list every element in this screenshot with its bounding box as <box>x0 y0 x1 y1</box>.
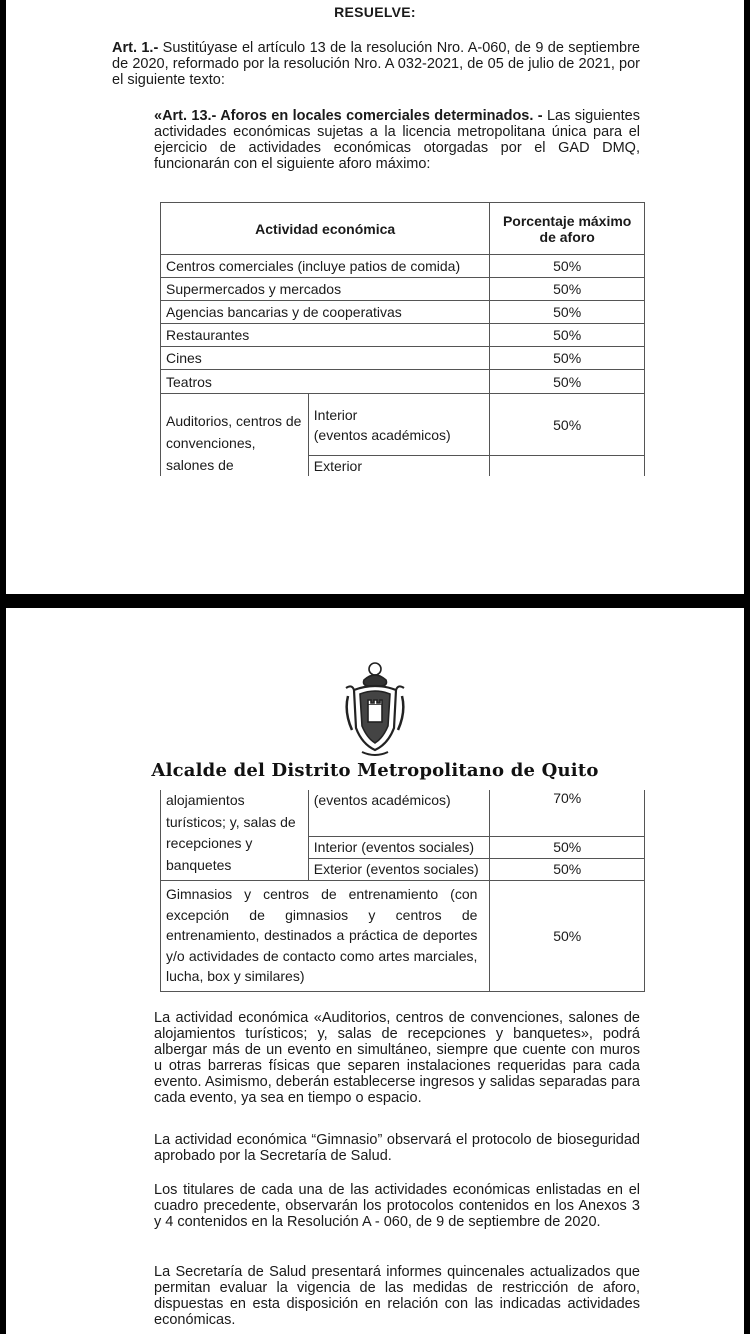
letterhead-title: Alcalde del Distrito Metropolitano de Quito <box>151 760 599 781</box>
table-row <box>161 394 645 456</box>
auditorios-activity-cell: alojamientos turísticos; y, salas de recepciones y banquetes <box>161 790 309 880</box>
table-row <box>161 255 645 278</box>
table-row <box>161 880 645 991</box>
percentage-cell: 50% <box>490 278 645 301</box>
sub-category-cell: Exterior <box>308 456 490 477</box>
sub-category-cell: (eventos académicos) <box>308 790 490 836</box>
activity-cell: Teatros <box>161 370 490 394</box>
activity-cell: Supermercados y mercados <box>161 278 490 301</box>
document-page-2 <box>6 608 744 1334</box>
percentage-cell: 70% <box>490 790 645 836</box>
percentage-cell: 50% <box>490 301 645 324</box>
body-paragraph: La actividad económica «Auditorios, centros de convenciones, salones de alojamientos turísticos; y, salas de recepciones y banquetes», podrá albergar más de un evento en simultáneo, siempre que cuente con muros u otras barreras físicas que separen instalaciones requeridas para cada evento. Asimismo, deberán establecerse ingresos y salidas separadas para cada evento, ya sea en tiempo o espacio. <box>154 1010 640 1106</box>
document-page-1 <box>6 0 744 594</box>
activity-cell: Agencias bancarias y de cooperativas <box>161 301 490 324</box>
article-1-label: Art. 1.- <box>112 40 159 56</box>
column-header-percentage: Porcentaje máximo de aforo <box>490 203 645 255</box>
table-row <box>161 790 645 836</box>
sub-category-cell: Interior (eventos académicos) <box>308 394 490 456</box>
quito-coat-of-arms-icon <box>342 660 408 758</box>
percentage-cell: 50% <box>490 370 645 394</box>
body-paragraph: Los titulares de cada una de las actividades económicas enlistadas en el cuadro precedente, observarán los protocolos contenidos en los Anexos 3 y 4 contenidos en la Resolución A - 060, de 9 de septiembre de 2020. <box>154 1182 640 1230</box>
table-row <box>161 370 645 394</box>
article-13-label: «Art. 13.- Aforos en locales comerciales determinados. - <box>154 108 543 124</box>
sub-category-cell: Interior (eventos sociales) <box>308 836 490 858</box>
occupancy-table-part-2 <box>160 790 645 992</box>
article-1-paragraph <box>112 40 640 88</box>
sub-category-cell: Exterior (eventos sociales) <box>308 858 490 880</box>
gimnasios-activity-cell: Gimnasios y centros de entrenamiento (con excepción de gimnasios y centros de entrenamiento, destinados a práctica de deportes y/o actividades de contacto como artes marciales, lucha, box y similares) <box>161 880 490 991</box>
percentage-cell <box>490 456 645 477</box>
percentage-cell: 50% <box>490 858 645 880</box>
table-row <box>161 278 645 301</box>
article-1-text: Sustitúyase el artículo 13 de la resolución Nro. A-060, de 9 de septiembre de 2020, reformado por la resolución Nro. A 032-2021, de 05 de julio de 2021, por el siguiente texto: <box>112 40 640 88</box>
percentage-cell: 50% <box>490 255 645 278</box>
percentage-cell: 50% <box>490 347 645 370</box>
column-header-activity: Actividad económica <box>161 203 490 255</box>
activity-cell: Cines <box>161 347 490 370</box>
occupancy-table-part-1 <box>160 202 645 476</box>
table-row <box>161 347 645 370</box>
table-row <box>161 301 645 324</box>
article-13-text: Las siguientes actividades económicas sujetas a la licencia metropolitana única para el ejercicio de actividades económicas otorgadas por el GAD DMQ, funcionarán con el siguiente aforo máximo: <box>154 108 640 172</box>
section-heading: RESUELVE: <box>334 4 416 20</box>
percentage-cell: 50% <box>490 324 645 347</box>
body-paragraph: La actividad económica “Gimnasio” observará el protocolo de bioseguridad aprobado por la Secretaría de Salud. <box>154 1132 640 1164</box>
percentage-cell: 50% <box>490 394 645 456</box>
article-13-paragraph <box>154 108 640 172</box>
percentage-cell: 50% <box>490 880 645 991</box>
activity-cell: Centros comerciales (incluye patios de comida) <box>161 255 490 278</box>
activity-cell: Restaurantes <box>161 324 490 347</box>
table-row <box>161 324 645 347</box>
percentage-cell: 50% <box>490 836 645 858</box>
body-paragraph: La Secretaría de Salud presentará informes quincenales actualizados que permitan evaluar la vigencia de las medidas de restricción de aforo, dispuestas en esta disposición en relación con las indicadas actividades económicas. <box>154 1264 640 1328</box>
auditorios-activity-cell: Auditorios, centros de convenciones, salones de <box>161 394 309 477</box>
